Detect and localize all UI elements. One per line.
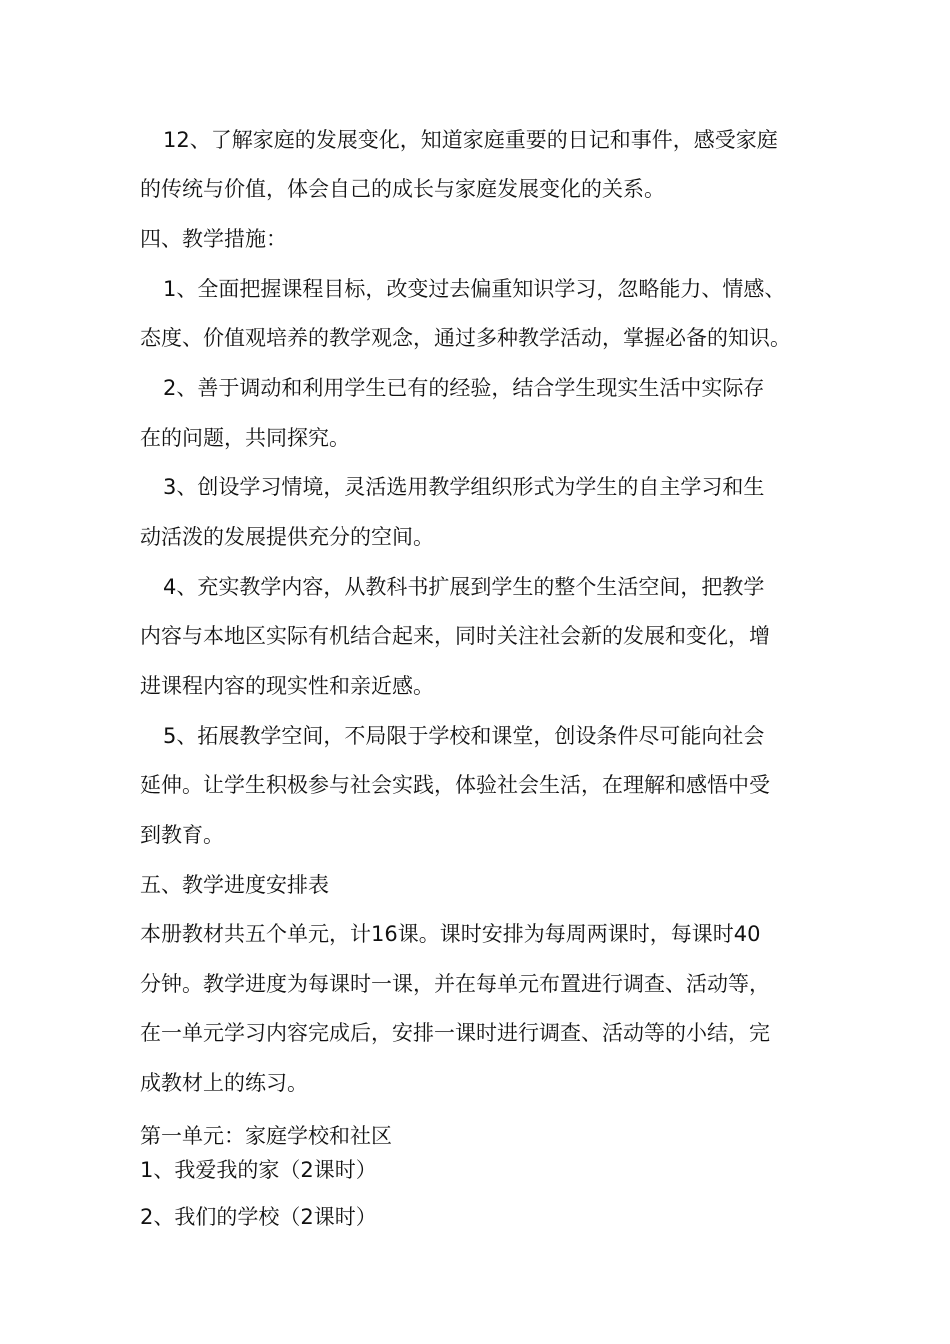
text-line-14: 延伸。让学生积极参与社会实践，体验社会生活，在理解和感悟中受	[140, 773, 770, 797]
text-line-10: 4、充实教学内容，从教科书扩展到学生的整个生活空间，把教学	[163, 575, 765, 599]
text-line-20: 成教材上的练习。	[140, 1071, 308, 1095]
text-line-8: 3、创设学习情境，灵活选用教学组织形式为学生的自主学习和生	[163, 475, 765, 499]
text-line-19: 在一单元学习内容完成后，安排一课时进行调查、活动等的小结，完	[140, 1021, 770, 1045]
text-line-13: 5、拓展教学空间，不局限于学校和课堂，创设条件尽可能向社会	[163, 724, 765, 748]
text-line-9: 动活泼的发展提供充分的空间。	[140, 525, 434, 549]
lesson-item-1: 1、我爱我的家（2课时）	[140, 1158, 377, 1182]
text-line-5: 态度、价值观培养的教学观念，通过多种教学活动，掌握必备的知识。	[140, 326, 791, 350]
text-line-11: 内容与本地区实际有机结合起来，同时关注社会新的发展和变化，增	[140, 624, 770, 648]
text-line-15: 到教育。	[140, 823, 224, 847]
lesson-item-2: 2、我们的学校（2课时）	[140, 1205, 377, 1229]
unit-heading: 第一单元：家庭学校和社区	[140, 1124, 392, 1148]
section-heading-4: 四、教学措施：	[140, 227, 287, 251]
text-line-1: 12、了解家庭的发展变化，知道家庭重要的日记和事件，感受家庭	[163, 128, 778, 152]
text-line-2: 的传统与价值，体会自己的成长与家庭发展变化的关系。	[140, 177, 665, 201]
text-line-18: 分钟。教学进度为每课时一课，并在每单元布置进行调查、活动等，	[140, 972, 770, 996]
section-heading-5: 五、教学进度安排表	[140, 873, 329, 897]
text-line-7: 在的问题，共同探究。	[140, 426, 350, 450]
text-line-6: 2、善于调动和利用学生已有的经验，结合学生现实生活中实际存	[163, 376, 765, 400]
text-line-12: 进课程内容的现实性和亲近感。	[140, 674, 434, 698]
text-line-4: 1、全面把握课程目标，改变过去偏重知识学习，忽略能力、情感、	[163, 277, 786, 301]
text-line-17: 本册教材共五个单元，计16课。课时安排为每周两课时，每课时40	[140, 922, 761, 946]
